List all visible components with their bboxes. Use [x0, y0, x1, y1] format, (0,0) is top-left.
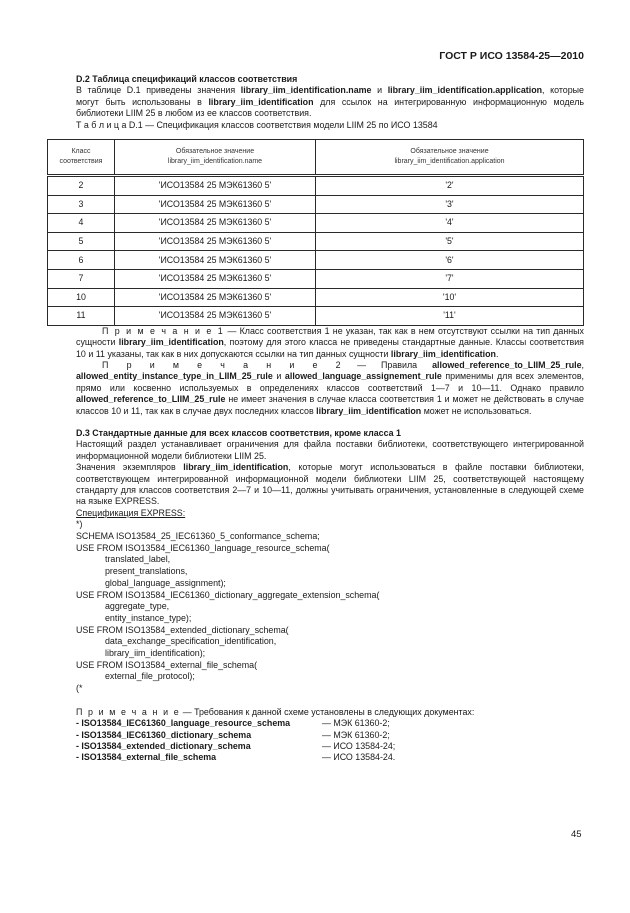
cell-application: '2': [316, 176, 584, 196]
cell-class: 5: [48, 232, 115, 251]
term: allowed_reference_to_LIIM_25_rule: [76, 394, 226, 405]
term: library_iim_identification: [390, 348, 496, 359]
cell-name: 'ИСО13584 25 МЭК61360 5': [115, 270, 316, 289]
term: library_iim_identification.name: [240, 85, 372, 96]
text-run: и: [272, 371, 285, 382]
code-line: (*: [76, 683, 83, 694]
term: library_iim_identification.application: [387, 85, 543, 96]
header-line: соответствия: [59, 158, 103, 166]
term: allowed_language_assignement_rule: [284, 371, 442, 382]
term: library_iim_identification: [183, 462, 289, 473]
express-code-block: [76, 519, 584, 695]
cell-class: 3: [48, 195, 115, 214]
cell-class: 4: [48, 214, 115, 233]
code-line: USE FROM ISO13584_IEC61360_dictionary_aggregate_extension_schema(: [76, 589, 380, 600]
note-2: [76, 360, 584, 417]
cell-name: 'ИСО13584 25 МЭК61360 5': [115, 176, 316, 196]
note-label: П р и м е ч а н и е 2: [102, 360, 343, 370]
schema-name: - ISO13584_IEC61360_language_resource_schema: [76, 718, 291, 729]
text-run: , которые могут быть использованы в: [76, 85, 584, 107]
cell-application: '4': [316, 214, 584, 233]
table-header-row: [48, 140, 584, 176]
cell-name: 'ИСО13584 25 МЭК61360 5': [115, 214, 316, 233]
table-row: [48, 288, 584, 307]
schema-name: - ISO13584_external_file_schema: [76, 752, 217, 763]
section-d3-paragraph-1: Настоящий раздел устанавливает ограничения для файла поставки библиотеки, соответствующего интегрированной информационной модели библиотеки LIIM 25.: [76, 439, 584, 461]
text-run: В таблице D.1 приведены значения: [76, 85, 241, 96]
code-line: library_iim_identification);: [105, 648, 206, 659]
document-header: ГОСТ Р ИСО 13584-25—2010: [439, 50, 584, 62]
express-spec-label: Спецификация EXPRESS:: [76, 507, 186, 518]
note-label: П р и м е ч а н и е: [76, 706, 181, 717]
cell-class: 6: [48, 251, 115, 270]
code-line: entity_instance_type);: [105, 612, 192, 623]
cell-name: 'ИСО13584 25 МЭК61360 5': [115, 288, 316, 307]
note-3: [76, 707, 584, 718]
cell-class: 2: [48, 176, 115, 196]
schema-name: - ISO13584_IEC61360_dictionary_schema: [76, 729, 252, 740]
code-line: translated_label,: [105, 554, 171, 565]
list-item: [76, 718, 584, 729]
cell-name: 'ИСО13584 25 МЭК61360 5': [115, 232, 316, 251]
list-item: [76, 730, 584, 741]
section-d2-paragraph: [76, 85, 584, 119]
list-item: [76, 741, 584, 752]
cell-application: '5': [316, 232, 584, 251]
term: library_iim_identification: [316, 405, 422, 416]
text-run: .: [495, 348, 499, 359]
text-run: применимы для всех элементов, прямо или косвенно используемых в определениях классов соответствий 1—7 и 10—11. Однако правило: [76, 371, 584, 393]
list-item: [76, 752, 584, 763]
table-row: [48, 176, 584, 196]
table-row: [48, 270, 584, 289]
cell-class: 11: [48, 307, 115, 326]
code-line: USE FROM ISO13584_extended_dictionary_schema(: [76, 624, 289, 635]
note-label: П р и м е ч а н и е 1: [102, 325, 225, 336]
cell-class: 10: [48, 288, 115, 307]
code-line: external_file_protocol);: [105, 671, 195, 682]
schema-ref: — МЭК 61360-2;: [322, 729, 390, 740]
header-line: Обязательное значение: [410, 148, 489, 156]
code-line: SCHEMA ISO13584_25_IEC61360_5_conformance_schema;: [76, 530, 320, 541]
table-caption-text: D.1 — Спецификация классов соответствия модели LIIM 25 по ИСО 13584: [126, 119, 438, 130]
table-caption-label: Т а б л и ц а: [76, 119, 127, 130]
schema-ref: — ИСО 13584-24.: [322, 752, 396, 763]
cell-application: '10': [316, 288, 584, 307]
term: library_iim_identification: [208, 96, 314, 107]
code-line: global_language_assignment);: [105, 577, 226, 588]
cell-name: 'ИСО13584 25 МЭК61360 5': [115, 195, 316, 214]
schema-name: - ISO13584_extended_dictionary_schema: [76, 741, 251, 752]
text-run: — Требования к данной схеме установлены в следующих документах:: [180, 706, 475, 717]
section-d2-title: D.2 Таблица спецификаций классов соответствия: [76, 74, 298, 84]
text-run: Значения экземпляров: [76, 462, 184, 473]
text-run: для ссылок на интегрированную информационную модель библиотеки LIIM 25 в любом из ее классов соответствия.: [76, 96, 584, 119]
schema-ref: — МЭК 61360-2;: [322, 718, 390, 729]
section-d3-title: D.3 Стандартные данные для всех классов соответствия, кроме класса 1: [76, 428, 401, 439]
header-name: [115, 140, 316, 176]
text-run: — Класс соответствия 1 не указан, так как в нем отсутствуют ссылки на тип данных сущности: [76, 325, 584, 348]
conformance-class-table: [47, 139, 584, 326]
table-row: [48, 214, 584, 233]
page-content: [59, 74, 585, 764]
header-line: library_iim_identification.application: [394, 158, 505, 166]
term: allowed_entity_instance_type_in_LIIM_25_rule: [76, 371, 273, 382]
text-run: и: [371, 85, 388, 96]
cell-application: '6': [316, 251, 584, 270]
text-run: , поэтому для этого класса не приведены стандартные данные. Классы соответствия 10 и 11 указаны, так как в них допускаются ссылки на тип данных сущности: [76, 337, 584, 359]
cell-name: 'ИСО13584 25 МЭК61360 5': [115, 307, 316, 326]
header-line: Обязательное значение: [175, 148, 255, 156]
header-line: Класс: [71, 148, 91, 156]
table-row: [48, 307, 584, 326]
text-run: не имеет значения в случае класса соответствия 1 и может не действовать в случае классов 10 и 11, так как в случае двух последних классов: [76, 394, 584, 416]
term: allowed_reference_to_LIIM_25_rule: [432, 360, 582, 370]
table-row: [48, 251, 584, 270]
code-line: present_translations,: [105, 566, 188, 577]
header-application: [316, 140, 584, 176]
cell-class: 7: [48, 270, 115, 289]
text-run: — Правила: [342, 360, 433, 370]
note-1: [76, 326, 584, 360]
cell-name: 'ИСО13584 25 МЭК61360 5': [115, 251, 316, 270]
code-line: aggregate_type,: [105, 601, 170, 612]
code-line: USE FROM ISO13584_external_file_schema(: [76, 659, 258, 670]
cell-application: '11': [316, 307, 584, 326]
table-row: [48, 232, 584, 251]
section-d3-paragraph-2: [76, 462, 584, 508]
code-line: data_exchange_specification_identification,: [105, 636, 277, 647]
table-row: [48, 195, 584, 214]
text-run: , которые могут использоваться в файле поставки библиотеки, соответствующем интегрированной информационной модели библиотеки LIIM 25, соответствующей настоящему стандарту для классов соответствия 2—7 и 10—11, должны учитывать ограничения, установленные в следующей схеме на языке EXPRESS.: [76, 462, 584, 507]
text-run: может не использоваться.: [421, 405, 532, 416]
cell-application: '3': [316, 195, 584, 214]
code-line: *): [76, 519, 83, 530]
header-line: library_iim_identification.name: [167, 158, 263, 166]
header-class: [48, 140, 115, 176]
page-number: 45: [571, 829, 582, 840]
schema-ref: — ИСО 13584-24;: [322, 741, 396, 752]
code-line: USE FROM ISO13584_IEC61360_language_resource_schema(: [76, 542, 330, 553]
text-run: ,: [581, 360, 585, 370]
term: library_iim_identification: [118, 337, 224, 348]
table-caption: [76, 120, 584, 131]
reference-list: [76, 718, 584, 764]
cell-application: '7': [316, 270, 584, 289]
